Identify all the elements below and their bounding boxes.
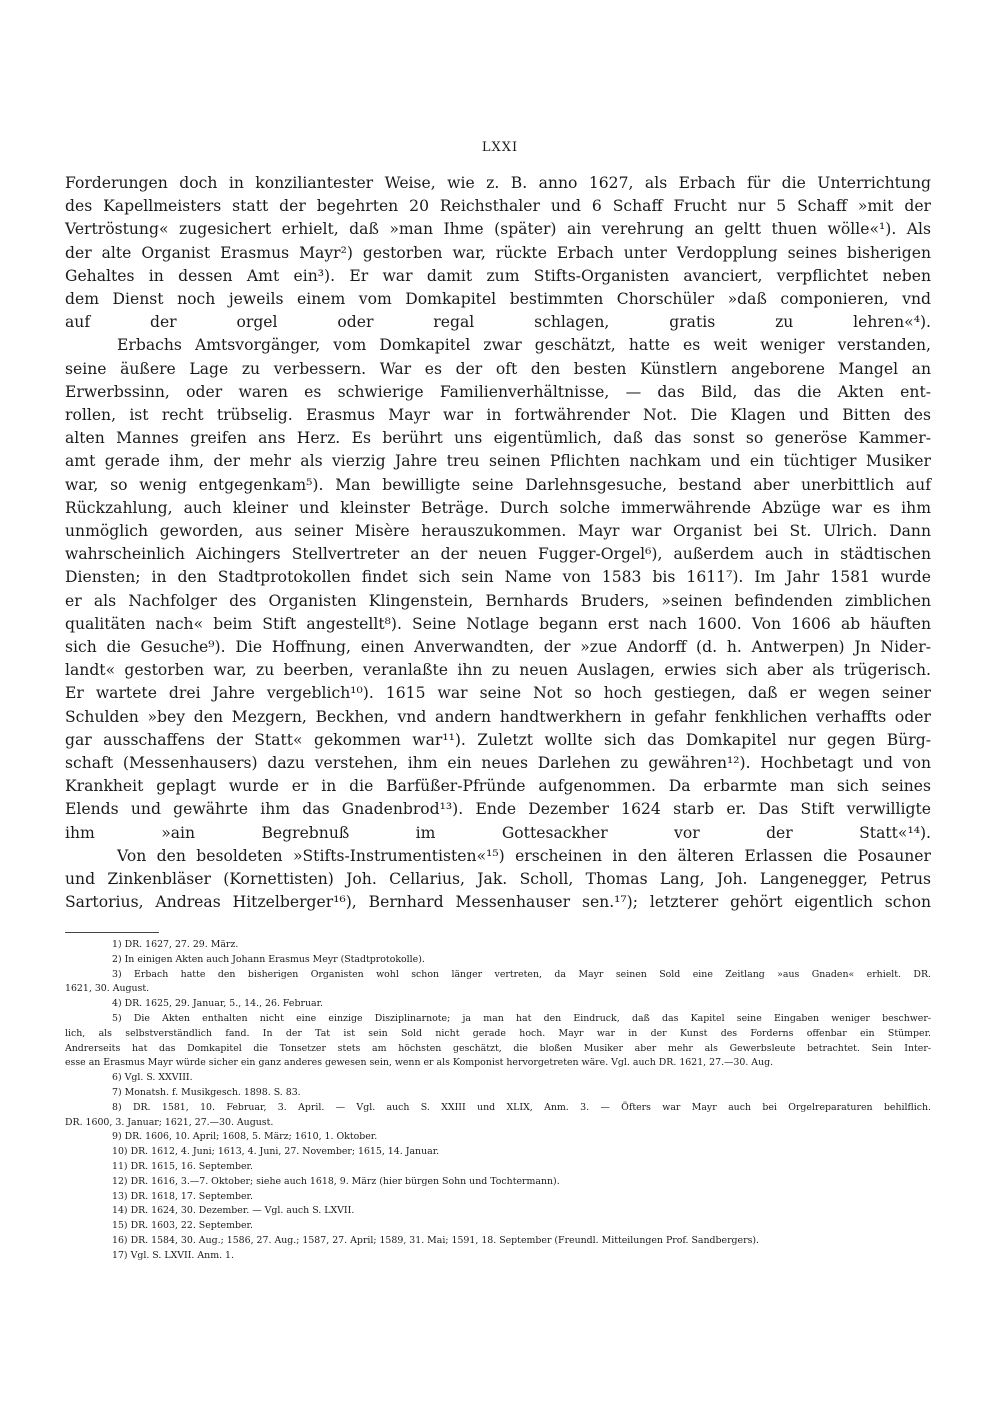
- footnote-line: 8) DR. 1581, 10. Februar, 3. April. — Vgl. auch S. XXIII und XLIX, Anm. 3. — Öfters war Mayr auch bei Orgelreparaturen behilflich.: [112, 1101, 931, 1113]
- text-line: alten Mannes greifen ans Herz. Es berührt uns eigentümlich, daß das sonst so generöse Kammer-: [65, 429, 931, 448]
- text-line: Diensten; in den Stadtprotokollen findet sich sein Name von 1583 bis 1611⁷). Im Jahr 1581 wurde: [65, 568, 931, 587]
- text-line: er als Nachfolger des Organisten Klingenstein, Bernhards Bruders, »seinen befindenden zimblichen: [65, 591, 931, 610]
- text-line: Erwerbssinn, oder waren es schwierige Familienverhältnisse, — das Bild, das die Akten ent-: [65, 382, 931, 401]
- text-line: dem Dienst noch jeweils einem vom Domkapitel bestimmten Chorschüler »daß componieren, vnd: [65, 290, 931, 309]
- text-line: Gehaltes in dessen Amt ein³). Er war damit zum Stifts-Organisten avanciert, verpflichtet neben: [65, 266, 931, 285]
- text-line: unmöglich geworden, aus seiner Misère herauszukommen. Mayr war Organist bei St. Ulrich. Dann: [65, 522, 931, 541]
- text-line: landt« gestorben war, zu beerben, veranlaßte ihn zu neuen Auslagen, erwies sich aber als trügerisch.: [65, 661, 931, 680]
- text-line: sich die Gesuche⁹). Die Hoffnung, einen Anverwandten, der »zue Andorff (d. h. Antwerpen) Jn Nider-: [65, 638, 931, 657]
- text-line: schaft (Messenhausers) dazu verstehen, ihm ein neues Darlehen zu gewähren¹²). Hochbetagt und von: [65, 754, 931, 773]
- text-line: Vertröstung« zugesichert erhielt, daß »man Ihme (später) ain verehrung an geltt thuen wölle«¹). Als: [65, 220, 931, 239]
- footnote-separator: [65, 932, 159, 933]
- paragraph: [65, 334, 931, 844]
- page-number: LXXI: [481, 140, 519, 155]
- text-line: qualitäten nach« beim Stift angestellt⁸). Seine Notlage begann erst nach 1600. Von 1606 ab häuften: [65, 614, 931, 633]
- footnote-line: 2) In einigen Akten auch Johann Erasmus Meyr (Stadtprotokolle).: [112, 953, 425, 965]
- footnote-line: 10) DR. 1612, 4. Juni; 1613, 4. Juni, 27. November; 1615, 14. Januar.: [112, 1146, 440, 1158]
- footnote-line: 4) DR. 1625, 29. Januar, 5., 14., 26. Februar.: [112, 998, 324, 1010]
- text-line: wahrscheinlich Aichingers Stellvertreter an der neuen Fugger-Orgel⁶), außerdem auch in städtischen: [65, 545, 931, 564]
- text-line: ihm »ain Begrebnuß im Gottesackher vor der Statt«¹⁴).: [65, 823, 931, 842]
- footnote-line: 9) DR. 1606, 10. April; 1608, 5. März; 1610, 1. Oktober.: [112, 1131, 378, 1143]
- text-line: gar ausschaffens der Statt« gekommen war¹¹). Zuletzt wollte sich das Domkapitel nur gegen Bürg-: [65, 730, 931, 749]
- text-line: der alte Organist Erasmus Mayr²) gestorben war, rückte Erbach unter Verdopplung seines bisherigen: [65, 243, 931, 262]
- text-line: und Zinkenbläser (Kornettisten) Joh. Cellarius, Jak. Scholl, Thomas Lang, Joh. Langenegger, Petrus: [65, 870, 931, 889]
- text-line: Sartorius, Andreas Hitzelberger¹⁶), Bernhard Messenhauser sen.¹⁷); letzterer gehört eigentlich schon: [65, 893, 931, 912]
- text-line: des Kapellmeisters statt der begehrten 20 Reichsthaler und 6 Schaff Frucht nur 5 Schaff »mit der: [65, 197, 931, 216]
- text-line: Von den besoldeten »Stifts-Instrumentisten«¹⁵) erscheinen in den älteren Erlassen die Posauner: [117, 846, 931, 865]
- paragraph: [65, 172, 931, 334]
- footnote-line: 6) Vgl. S. XXVIII.: [112, 1072, 193, 1084]
- text-line: auf der orgel oder regal schlagen, gratis zu lehren«⁴).: [65, 313, 931, 332]
- footnote-line: 1621, 30. August.: [65, 983, 150, 995]
- text-line: seine äußere Lage zu verbessern. War es der oft den besten Künstlern angeborene Mangel an: [65, 359, 931, 378]
- footnote-line: 13) DR. 1618, 17. September.: [112, 1190, 253, 1202]
- text-line: Er wartete drei Jahre vergeblich¹⁰). 1615 war seine Not so hoch gestiegen, daß er wegen seiner: [65, 684, 931, 703]
- text-line: rollen, ist recht trübselig. Erasmus Mayr war in fortwährender Not. Die Klagen und Bitten des: [65, 406, 931, 425]
- footnote-line: 11) DR. 1615, 16. September.: [112, 1160, 253, 1172]
- footnote-line: 15) DR. 1603, 22. September.: [112, 1220, 253, 1232]
- footnote-line: lich, als selbstverständlich fand. In der Tat ist sein Sold nicht gerade hoch. Mayr war in der Kunst des Forderns offenbar ein Stümper.: [65, 1027, 931, 1039]
- text-line: war, so wenig entgegenkam⁵). Man bewilligte seine Darlehnsgesuche, bestand aber unerbittlich auf: [65, 475, 931, 494]
- footnote-line: 16) DR. 1584, 30. Aug.; 1586, 27. Aug.; 1587, 27. April; 1589, 31. Mai; 1591, 18. September (Freundl. Mitteilungen Prof. Sandbergers).: [112, 1234, 760, 1246]
- footnote-line: 17) Vgl. S. LXVII. Anm. 1.: [112, 1249, 234, 1261]
- footnote-line: 12) DR. 1616, 3.—7. Oktober; siehe auch 1618, 9. März (hier bürgen Sohn und Tochtermann).: [112, 1175, 560, 1187]
- footnotes: [65, 938, 931, 1264]
- text-line: Schulden »bey den Mezgern, Beckhen, vnd andern handtwerkhern in gefahr fenkhlichen verhaffts oder: [65, 707, 931, 726]
- footnote-line: 1) DR. 1627, 27. 29. März.: [112, 939, 239, 950]
- paragraph: [65, 845, 931, 915]
- footnote-line: esse an Erasmus Mayr würde sicher ein ganz anderes gewesen sein, wenn er als Komponist hervorgetreten wäre. Vgl. auch DR. 1621, 27.—30. Aug.: [65, 1057, 774, 1069]
- text-line: Forderungen doch in konziliantester Weise, wie z. B. anno 1627, als Erbach für die Unterrichtung: [65, 174, 931, 192]
- text-line: Elends und gewährte ihm das Gnadenbrod¹³). Ende Dezember 1624 starb er. Das Stift verwilligte: [65, 800, 931, 819]
- text-line: Krankheit geplagt wurde er in die Barfüßer-Pfründe aufgenommen. Da erbarmte man sich seines: [65, 777, 931, 796]
- main-text: [65, 172, 931, 915]
- footnote-line: DR. 1600, 3. Januar; 1621, 27.—30. August.: [65, 1116, 274, 1128]
- footnote-line: 5) Die Akten enthalten nicht eine einzige Disziplinarnote; ja man hat den Eindruck, daß das Kapitel seine Eingaben weniger beschwer-: [112, 1012, 931, 1024]
- footnote-line: 7) Monatsh. f. Musikgesch. 1898. S. 83.: [112, 1086, 301, 1098]
- footnote-line: 14) DR. 1624, 30. Dezember. — Vgl. auch S. LXVII.: [112, 1205, 355, 1217]
- text-line: Rückzahlung, auch kleiner und kleinster Beträge. Durch solche immerwährende Abzüge war es ihm: [65, 498, 931, 517]
- text-line: amt gerade ihm, der mehr als vierzig Jahre treu seinen Pflichten nachkam und ein tüchtiger Musiker: [65, 452, 931, 471]
- footnote-line: 3) Erbach hatte den bisherigen Organisten wohl schon länger vertreten, da Mayr seinen Sold eine Zeitlang »aus Gnaden« erhielt. DR.: [112, 968, 931, 980]
- footnote-line: Andrerseits hat das Domkapitel die Tonsetzer stets am höchsten geschätzt, die bloßen Musiker aber mehr als Gewerbsleute betrachtet. Sein Inter-: [65, 1042, 931, 1054]
- text-line: Erbachs Amtsvorgänger, vom Domkapitel zwar geschätzt, hatte es weit weniger verstanden,: [117, 336, 931, 355]
